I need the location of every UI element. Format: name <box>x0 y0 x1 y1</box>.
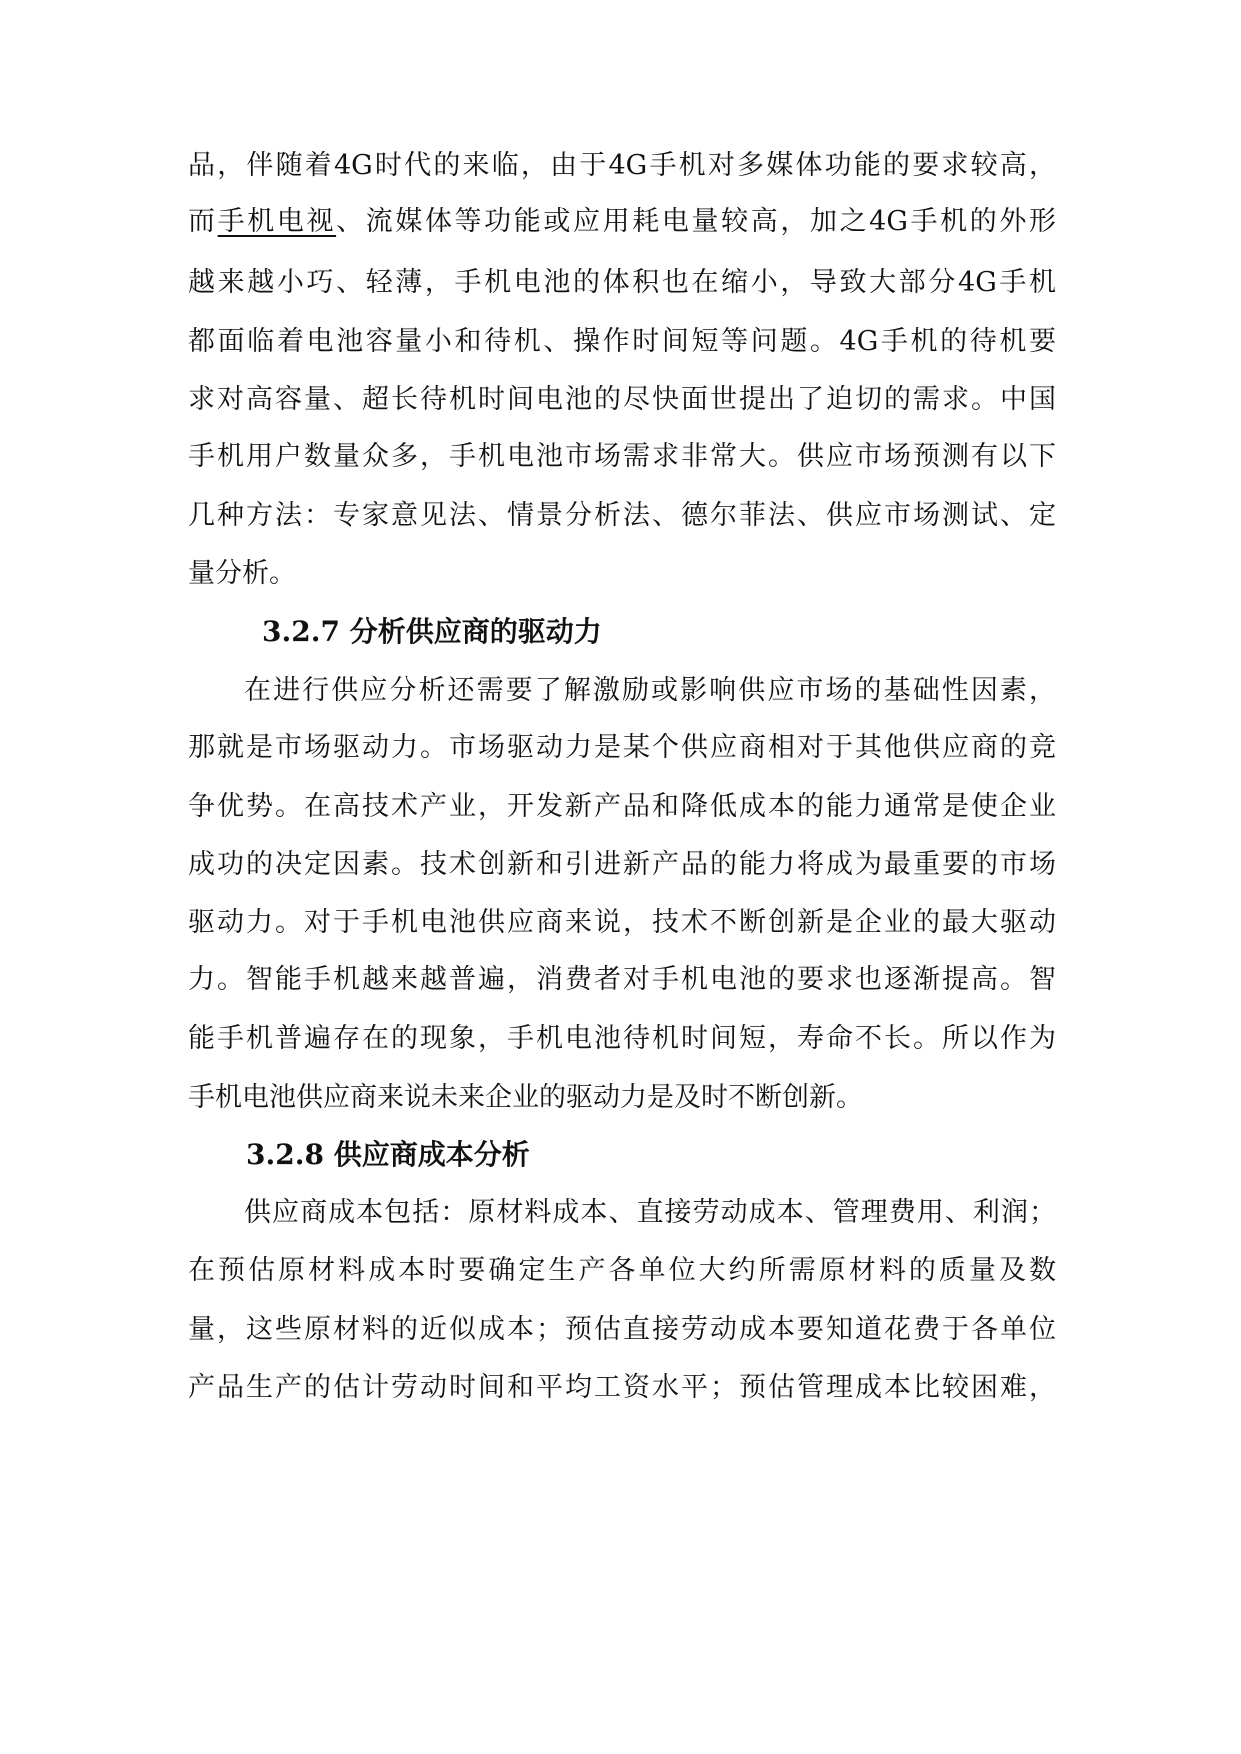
paragraph-line: 驱动力。对于手机电池供应商来说，技术不断创新是企业的最大驱动 <box>188 907 1056 938</box>
paragraph-line: 都面临着电池容量小和待机、操作时间短等问题。4G手机的待机要 <box>188 326 1056 357</box>
paragraph-line <box>188 194 1056 250</box>
paragraph-line: 越来越小巧、轻薄，手机电池的体积也在缩小，导致大部分4G手机 <box>188 267 1056 298</box>
text-fragment: 、流媒体等功能或应用耗电量较高，加之4G手机的外形 <box>336 206 1056 237</box>
paragraph-line: 品，伴随着4G时代的来临，由于4G手机对多媒体功能的要求较高， <box>188 150 1056 181</box>
paragraph-line: 量分析。 <box>188 558 296 589</box>
paragraph-line: 求对高容量、超长待机时间电池的尽快面世提出了迫切的需求。中国 <box>188 384 1056 415</box>
paragraph-line: 争优势。在高技术产业，开发新产品和降低成本的能力通常是使企业 <box>188 791 1056 822</box>
underlined-term-link[interactable]: 手机电视 <box>217 206 337 237</box>
paragraph-line: 成功的决定因素。技术创新和引进新产品的能力将成为最重要的市场 <box>188 849 1056 880</box>
paragraph-line: 能手机普遍存在的现象，手机电池待机时间短，寿命不长。所以作为 <box>188 1023 1056 1054</box>
paragraph-line: 在预估原材料成本时要确定生产各单位大约所需原材料的质量及数 <box>188 1255 1056 1286</box>
paragraph-line: 力。智能手机越来越普遍，消费者对手机电池的要求也逐渐提高。智 <box>188 964 1056 995</box>
paragraph-line: 量，这些原材料的近似成本；预估直接劳动成本要知道花费于各单位 <box>188 1314 1056 1345</box>
paragraph-line: 手机用户数量众多，手机电池市场需求非常大。供应市场预测有以下 <box>188 441 1056 472</box>
text-fragment: 而 <box>188 206 218 237</box>
paragraph-line: 供应商成本包括：原材料成本、直接劳动成本、管理费用、利润； <box>244 1197 1056 1228</box>
paragraph-line: 在进行供应分析还需要了解激励或影响供应市场的基础性因素， <box>244 675 1056 706</box>
section-heading: 3.2.8 供应商成本分析 <box>246 1138 530 1171</box>
paragraph-line: 手机电池供应商来说未来企业的驱动力是及时不断创新。 <box>188 1082 863 1113</box>
paragraph-line: 产品生产的估计劳动时间和平均工资水平；预估管理成本比较困难， <box>188 1372 1056 1403</box>
paragraph-line: 那就是市场驱动力。市场驱动力是某个供应商相对于其他供应商的竞 <box>188 732 1056 763</box>
paragraph-line: 几种方法：专家意见法、情景分析法、德尔菲法、供应市场测试、定 <box>188 500 1056 531</box>
section-heading: 3.2.7 分析供应商的驱动力 <box>262 615 602 648</box>
